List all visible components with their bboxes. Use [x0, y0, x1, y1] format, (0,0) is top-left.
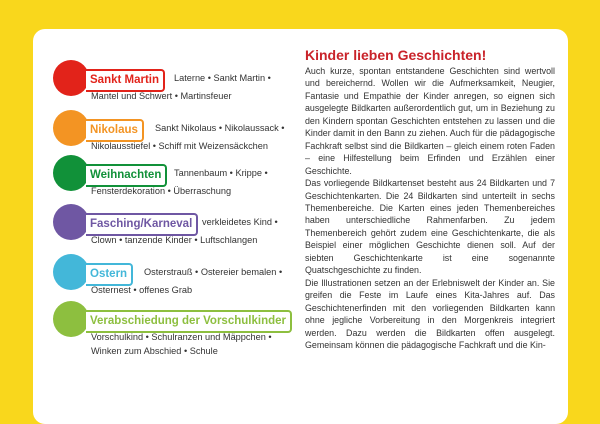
theme-keywords-line1: Sankt Nikolaus • Nikolaussack •: [155, 123, 285, 133]
theme-keywords-line2: Mantel und Schwert • Martinsfeuer: [91, 91, 232, 101]
theme-keywords-line1: Laterne • Sankt Martin •: [174, 73, 271, 83]
color-dot-light-green: [53, 301, 89, 337]
color-dot-light-blue: [53, 254, 89, 290]
theme-label: Fasching/Karneval: [86, 213, 198, 236]
theme-keywords-line3: Winken zum Abschied • Schule: [91, 346, 218, 356]
theme-label: Weihnachten: [86, 164, 167, 187]
content-card: [33, 29, 568, 424]
article-paragraph: Auch kurze, spontan entstandene Geschichten sind wertvoll und bereichernd. Wollen wir die Aufmerksamkeit, Neugier, Fantasie und Empathie der Kinder anregen, so eignen sich ausgelegte Bildkarten außerordentlich gut, um in Beziehung zu den Kindern spontan Geschichten entstehen zu lassen und die Kinder damit in den Bann zu ziehen. Auch für die pädagogische Fachkraft selbst sind die Bildkarten – gleich einem roten Faden – eine Hilfestellung beim Erfinden und Erzählen einer Geschichte.: [305, 66, 555, 176]
theme-label: Verabschiedung der Vorschulkinder: [86, 310, 292, 333]
theme-label: Ostern: [86, 263, 133, 286]
color-dot-purple: [53, 204, 89, 240]
theme-label: Sankt Martin: [86, 69, 165, 92]
article: [305, 47, 555, 351]
article-paragraph: Das vorliegende Bildkartenset besteht aus 24 Bildkarten und 7 Geschichtenkarten. Die 24 Bildkarten sind unterteilt in sechs Themenbereiche. Die Karten eines jeden Themenbereiches haben unterschiedliche Rahmenfarben. Zu jedem Themenbereich gehört zudem eine Geschichtenkarte, die als Beispiel einer möglichen Geschichte dienen soll. Auf der siebten Geschichtenkarte ist eine sogenannte Quatschgeschichte zu finden.: [305, 178, 555, 276]
theme-keywords-line2: Osternest • offenes Grab: [91, 285, 193, 295]
article-paragraph: Die Illustrationen setzen an der Erlebniswelt der Kinder an. Sie greifen die Feste im Laufe eines Kita-Jahres auf. Das Geschichtenerfinden mit den vorliegenden Bildkarten kann ohne jegliche Vorbereitung in den Morgenkreis integriert werden. Dazu werden die Bildkarten offen ausgelegt. Gemeinsam können die pädagogische Fachkraft und die Kin-: [305, 277, 555, 350]
color-dot-red: [53, 60, 89, 96]
theme-list: [33, 29, 308, 424]
color-dot-orange: [53, 110, 89, 146]
theme-keywords-line2: Vorschulkind • Schulranzen und Mäppchen •: [91, 332, 272, 342]
article-title: Kinder lieben Geschichten!: [305, 47, 487, 63]
theme-label: Nikolaus: [86, 119, 144, 142]
theme-keywords-line2: Fensterdekoration • Überraschung: [91, 186, 232, 196]
theme-keywords-line2: Nikolausstiefel • Schiff mit Weizensäckchen: [91, 141, 269, 151]
article-body: [305, 65, 555, 351]
theme-keywords-line1: Tannenbaum • Krippe •: [174, 168, 268, 178]
theme-keywords-line2: Clown • tanzende Kinder • Luftschlangen: [91, 235, 258, 245]
color-dot-green: [53, 155, 89, 191]
theme-keywords-line1: verkleidetes Kind •: [202, 217, 278, 227]
theme-keywords-line1: Osterstrauß • Ostereier bemalen •: [144, 267, 283, 277]
